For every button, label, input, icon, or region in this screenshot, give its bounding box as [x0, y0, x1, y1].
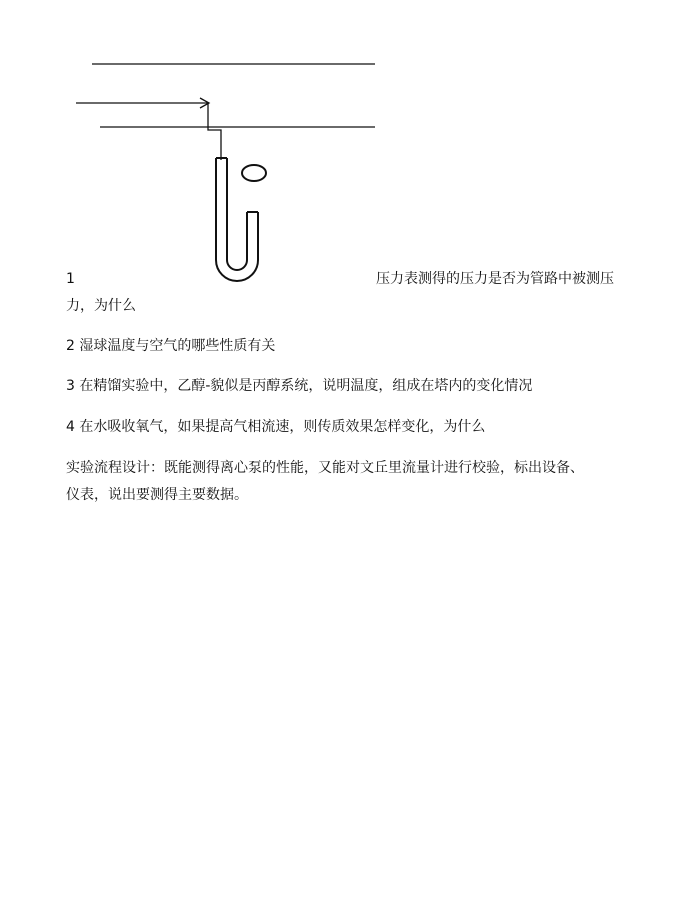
experiment-design-line-1: 实验流程设计：既能测得离心泵的性能，又能对文丘里流量计进行校验，标出设备、 [66, 460, 584, 476]
question-1-text: 压力表测得的压力是否为管路中被测压 [376, 271, 614, 287]
question-4: 4 在水吸收氧气，如果提高气相流速，则传质效果怎样变化，为什么 [66, 419, 486, 435]
u-tube-inner [227, 158, 247, 270]
question-1-text-continued: 力，为什么 [66, 298, 136, 314]
u-tube-manometer-diagram [0, 0, 677, 300]
question-2: 2 湿球温度与空气的哪些性质有关 [66, 338, 276, 354]
question-3: 3 在精馏实验中，乙醇-貌似是丙醇系统，说明温度，组成在塔内的变化情况 [66, 378, 533, 394]
question-1-number: 1 [66, 271, 75, 287]
u-tube-outer [216, 158, 258, 281]
pressure-gauge-icon [242, 165, 266, 181]
pressure-tap-line [208, 103, 221, 160]
experiment-design-line-2: 仪表，说出要测得主要数据。 [66, 487, 248, 503]
